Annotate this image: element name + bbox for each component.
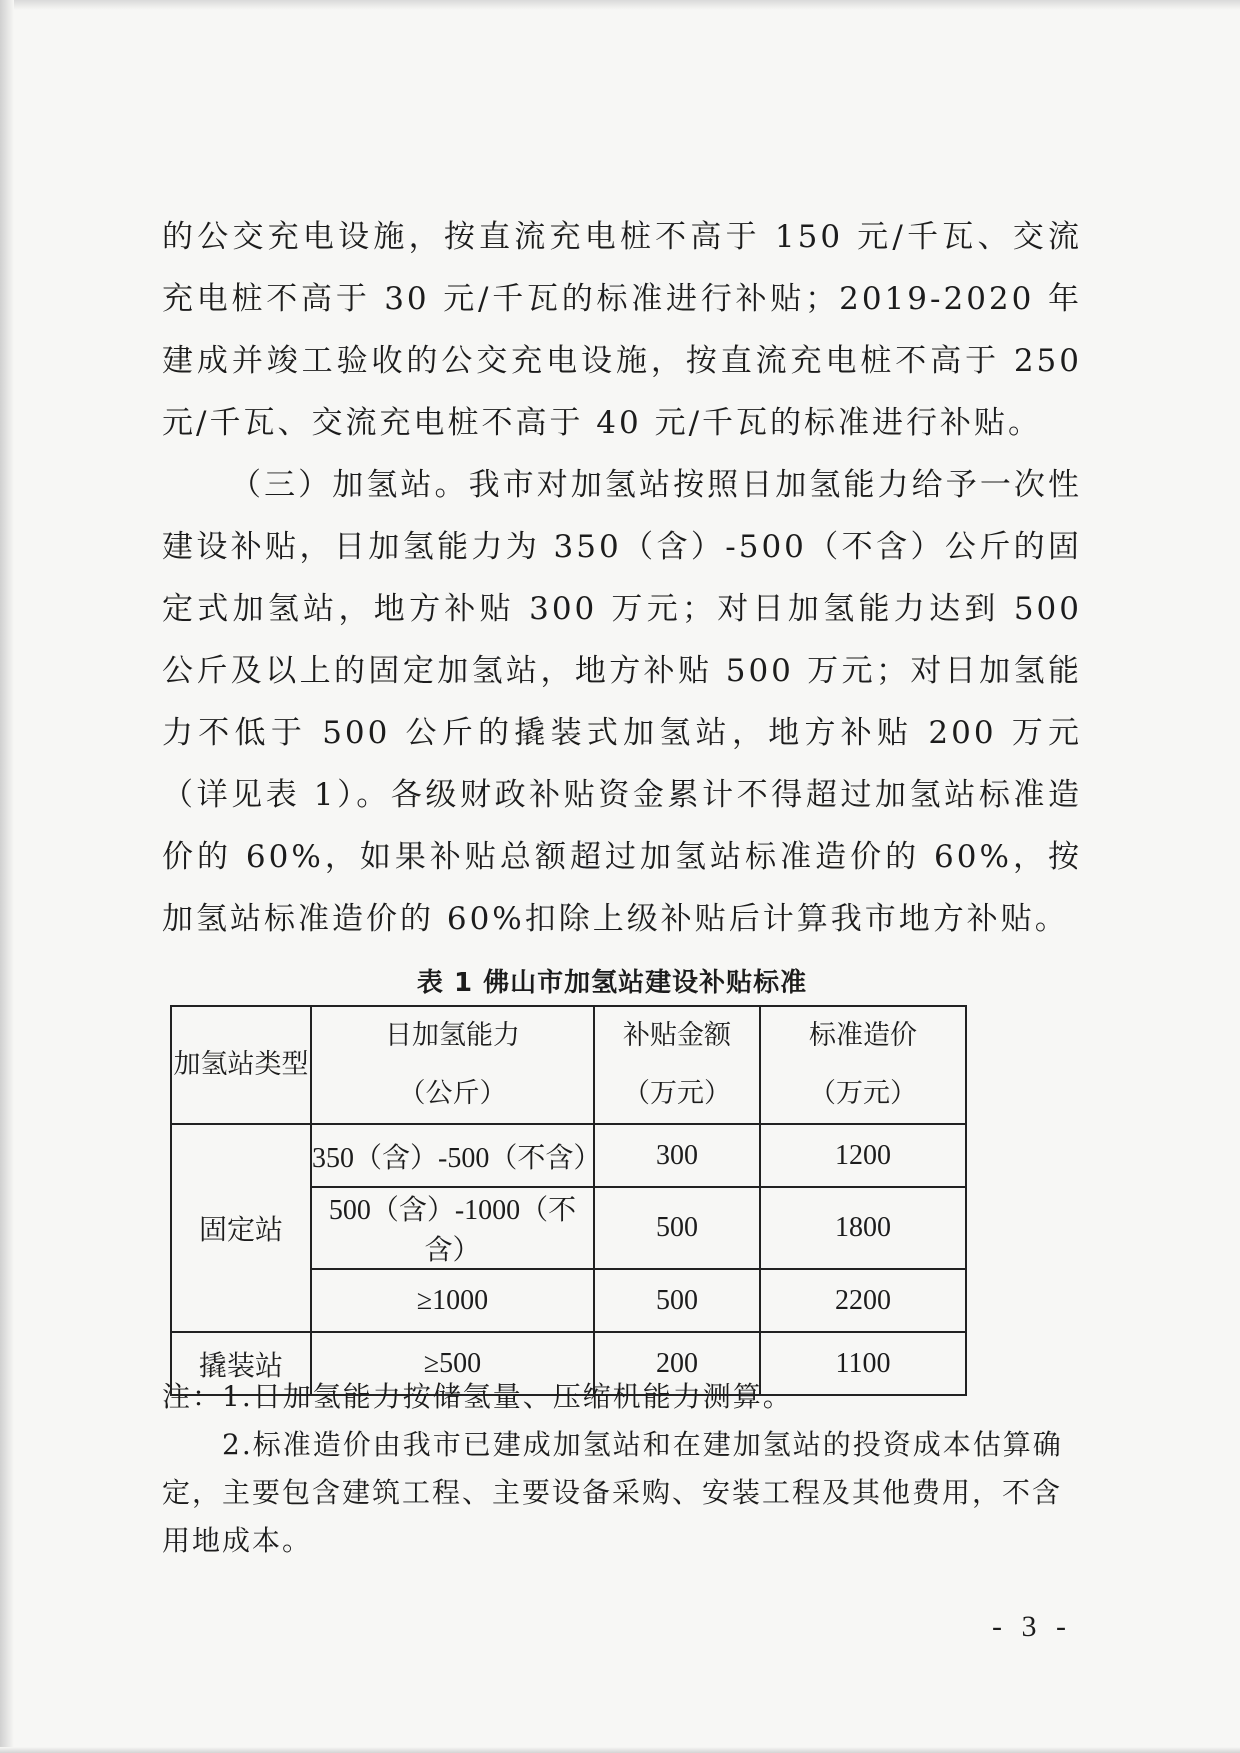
cell-subsidy: 300 [594,1124,760,1187]
header-subsidy [594,1006,760,1124]
cell-capacity: ≥1000 [311,1269,594,1332]
header-daily-capacity [311,1006,594,1124]
header-capacity-label: 日加氢能力 [385,1020,520,1051]
page-number: - 3 - [992,1610,1072,1643]
scan-edge-left [0,0,14,1753]
header-cost-unit: （万元） [809,1078,917,1109]
cell-subsidy: 200 [594,1332,760,1395]
header-subsidy-unit: （万元） [623,1078,731,1109]
cell-cost: 1100 [760,1332,966,1395]
cell-subsidy: 500 [594,1187,760,1269]
table-notes [162,1373,1082,1565]
header-type-label: 加氢站类型 [173,1049,309,1080]
group-fixed-station: 固定站 [171,1124,311,1332]
header-cost-label: 标准造价 [809,1020,917,1051]
paragraph-hydrogen-station: （三）加氢站。我市对加氢站按照日加氢能力给予一次性建设补贴，日加氢能力为 350（含）-500（不含）公斤的固定式加氢站，地方补贴 300 万元；对日加氢能力达到 500 公斤及以上的固定加氢站，地方补贴 500 万元；对日加氢能力不低于 500 公斤的撬装式加氢站，地方补贴 200 万元（详见表 1）。各级财政补贴资金累计不得超过加氢站标准造价的 60%，如果补贴总额超过加氢站标准造价的 60%，按加氢站标准造价的 60%扣除上级补贴后计算我市地方补贴。 [162,467,1082,937]
cell-cost: 1200 [760,1124,966,1187]
cell-capacity: 350（含）-500（不含） [311,1124,594,1187]
subsidy-table [170,1005,967,1396]
group-skid-station: 撬装站 [171,1332,311,1395]
header-station-type [171,1006,311,1124]
table-row [171,1124,966,1187]
note-2: 2.标准造价由我市已建成加氢站和在建加氢站的投资成本估算确定，主要包含建筑工程、主要设备采购、安装工程及其他费用，不含用地成本。 [162,1428,1063,1557]
cell-capacity: 500（含）-1000（不含） [311,1187,594,1269]
cell-capacity: ≥500 [311,1332,594,1395]
header-standard-cost [760,1006,966,1124]
scan-edge-top [0,0,1240,10]
body-text [162,206,1082,950]
scan-edge-bottom [0,1747,1240,1753]
cell-cost: 2200 [760,1269,966,1332]
note-1: 注：1.日加氢能力按储氢量、压缩机能力测算。 [162,1380,793,1413]
table-header-row [171,1006,966,1124]
table-caption: 表 1 佛山市加氢站建设补贴标准 [416,968,808,998]
header-capacity-unit: （公斤） [398,1078,507,1109]
header-subsidy-label: 补贴金额 [623,1020,731,1051]
paragraph-charging-subsidy: 的公交充电设施，按直流充电桩不高于 150 元/千瓦、交流充电桩不高于 30 元/千瓦的标准进行补贴；2019-2020 年建成并竣工验收的公交充电设施，按直流充电桩不高于 250 元/千瓦、交流充电桩不高于 40 元/千瓦的标准进行补贴。 [162,219,1082,441]
cell-subsidy: 500 [594,1269,760,1332]
cell-cost: 1800 [760,1187,966,1269]
